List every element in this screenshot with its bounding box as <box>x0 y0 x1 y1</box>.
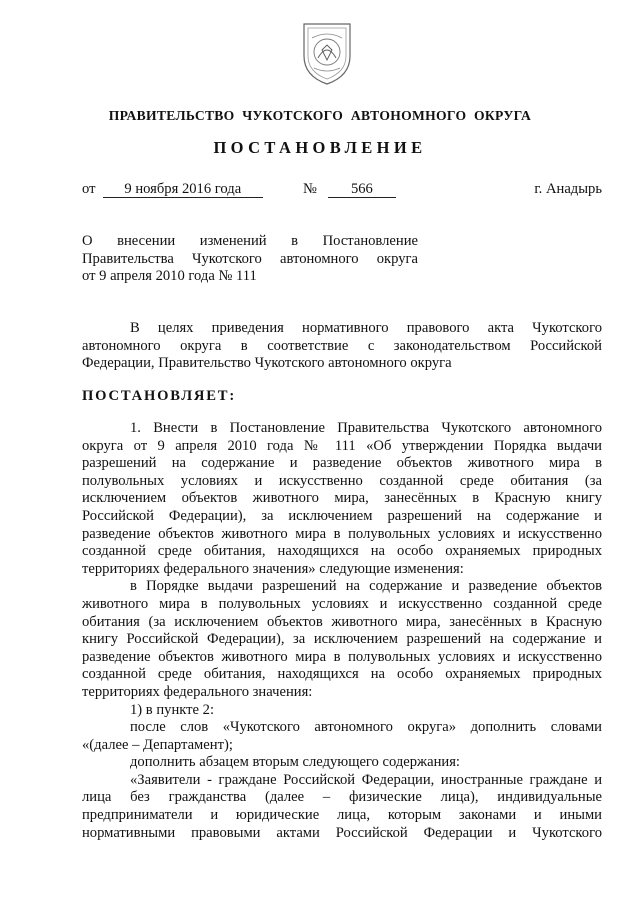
text-line: дополнить абзацем вторым следующего содержания: <box>130 754 460 771</box>
document-date: 9 ноября 2016 года <box>103 182 263 198</box>
subject-line: от 9 апреля 2010 года № 111 <box>82 268 257 285</box>
document-body <box>82 420 602 842</box>
text-line: после слов «Чукотского автономного округа» дополнить словами <box>130 719 602 736</box>
text-line: территориях федерального значения» следующие изменения: <box>82 560 464 577</box>
preamble-line: В целях приведения нормативного правового акта Чукотского <box>130 320 602 336</box>
coat-of-arms-icon <box>298 18 356 88</box>
text-line: территориях федерального значения: <box>82 683 313 700</box>
text-line: округа от 9 апреля 2010 года № 111 «Об утверждении Порядка выдачи <box>82 437 602 454</box>
text-line: «Заявители - граждане Российской Федерации, иностранные граждане и <box>130 771 602 788</box>
text-line: лица без гражданства (далее – физические лица), индивидуальные <box>82 789 602 806</box>
text-line: полувольных условиях и искусственно созданной среде обитания (за <box>82 472 602 489</box>
text-line: Российской Федерации), за исключением разрешений на содержание и <box>82 507 602 524</box>
organization-title: ПРАВИТЕЛЬСТВО ЧУКОТСКОГО АВТОНОМНОГО ОКРУГА <box>108 108 532 123</box>
text-line: разведение объектов животного мира в полувольных условиях и искусственно <box>82 648 602 665</box>
date-prefix: от <box>82 181 96 197</box>
preamble-line: автономного округа в соответствие с законодательством Российской <box>82 337 602 354</box>
text-line: в Порядке выдачи разрешений на содержание и разведение объектов <box>130 578 602 595</box>
text-line: обитания (за исключением объектов животного мира, занесённых в Красную <box>82 613 602 630</box>
document-type: ПОСТАНОВЛЕНИЕ <box>213 138 427 157</box>
text-line: созданной среде обитания, находящихся на особо охраняемых природных <box>82 543 602 560</box>
document-number: 566 <box>328 182 396 198</box>
text-line: созданной среде обитания, находящихся на особо охраняемых природных <box>82 666 602 683</box>
resolves-heading: ПОСТАНОВЛЯЕТ: <box>82 388 236 404</box>
text-line: книгу Российской Федерации), за исключением разрешений на содержание и <box>82 631 602 648</box>
date-field <box>82 181 263 198</box>
number-field <box>303 181 396 198</box>
text-line: 1) в пункте 2: <box>130 701 215 718</box>
text-line: исключением объектов животного мира, занесённых в Красную книгу <box>82 490 602 507</box>
text-line: нормативными правовыми актами Российской Федерации и Чукотского <box>82 824 602 841</box>
document-subject <box>82 233 418 286</box>
text-line: «(далее – Департамент); <box>82 736 233 753</box>
text-line: предприниматели и юридические лица, которым законами и иными <box>82 807 602 824</box>
preamble-line: Федерации, Правительство Чукотского автономного округа <box>82 355 452 372</box>
text-line: животного мира в полувольных условиях и искусственно созданной среде <box>82 595 602 612</box>
document-place: г. Анадырь <box>534 181 602 197</box>
number-prefix: № <box>303 181 317 197</box>
text-line: разрешений на содержание и разведение объектов животного мира в <box>82 455 602 472</box>
subject-line: Правительства Чукотского автономного округа <box>82 250 418 267</box>
subject-line: О внесении изменений в Постановление <box>82 233 418 249</box>
preamble <box>82 320 602 373</box>
text-line: 1. Внести в Постановление Правительства Чукотского автономного <box>130 420 602 436</box>
text-line: разведение объектов животного мира в полувольных условиях и искусственно <box>82 525 602 542</box>
